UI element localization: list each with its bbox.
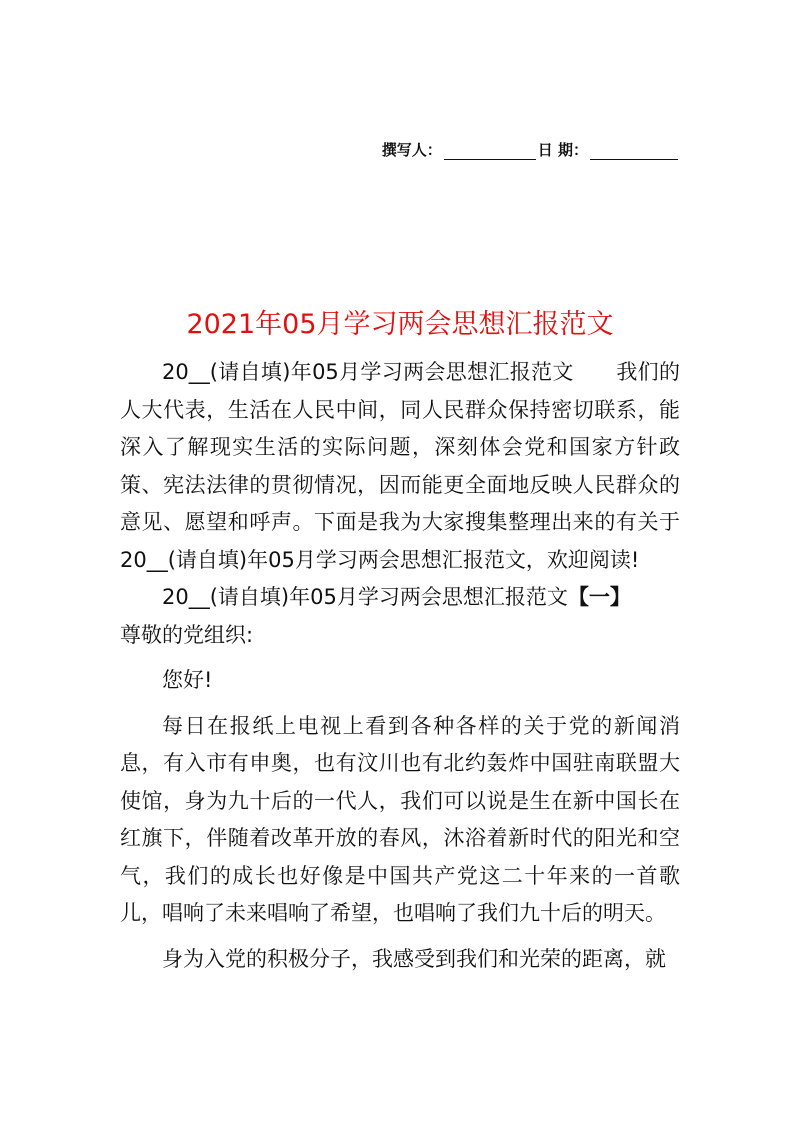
author-label: 撰写人： [381, 141, 442, 159]
section-title: 20__(请自填)年05月学习两会思想汇报范文 [162, 585, 568, 609]
greeting: 您好! [162, 668, 213, 692]
salutation: 尊敬的党组织: [120, 622, 254, 647]
section-heading [120, 579, 680, 617]
date-blank [590, 143, 678, 160]
section-marker: 【一】 [567, 585, 631, 609]
document-title: 2021年05月学习两会思想汇报范文 [186, 309, 614, 340]
date-label: 日 期： [537, 141, 588, 159]
body-paragraph-1: 每日在报纸上电视上看到各种各样的关于党的新闻消息，有入市有申奥，也有汶川也有北约轰炸中国驻南联盟大使馆，身为九十后的一代人，我们可以说是生在新中国长在红旗下，伴随着改革开放的春风，沐浴着新时代的阳光和空气，我们的成长也好像是中国共产党这二十年来的一首歌儿，唱响了未来唱响了希望，也唱响了我们九十后的明天。 [120, 713, 680, 925]
author-blank [444, 143, 536, 160]
author-date-line [382, 139, 680, 160]
body-paragraph-2: 身为入党的积极分子，我感受到我们和光荣的距离，就 [162, 946, 666, 971]
intro-paragraph: 20__(请自填)年05月学习两会思想汇报范文 我们的人大代表，生活在人民中间，同人民群众保持密切联系，能深入了解现实生活的实际问题，深刻体会党和国家方针政策、宪法法律的贯彻情况，因而能更全面地反映人民群众的意见、愿望和呼声。下面是我为大家搜集整理出来的有关于20__(请自填)年05月学习两会思想汇报范文，欢迎阅读! [120, 360, 680, 572]
document-body [120, 354, 680, 978]
